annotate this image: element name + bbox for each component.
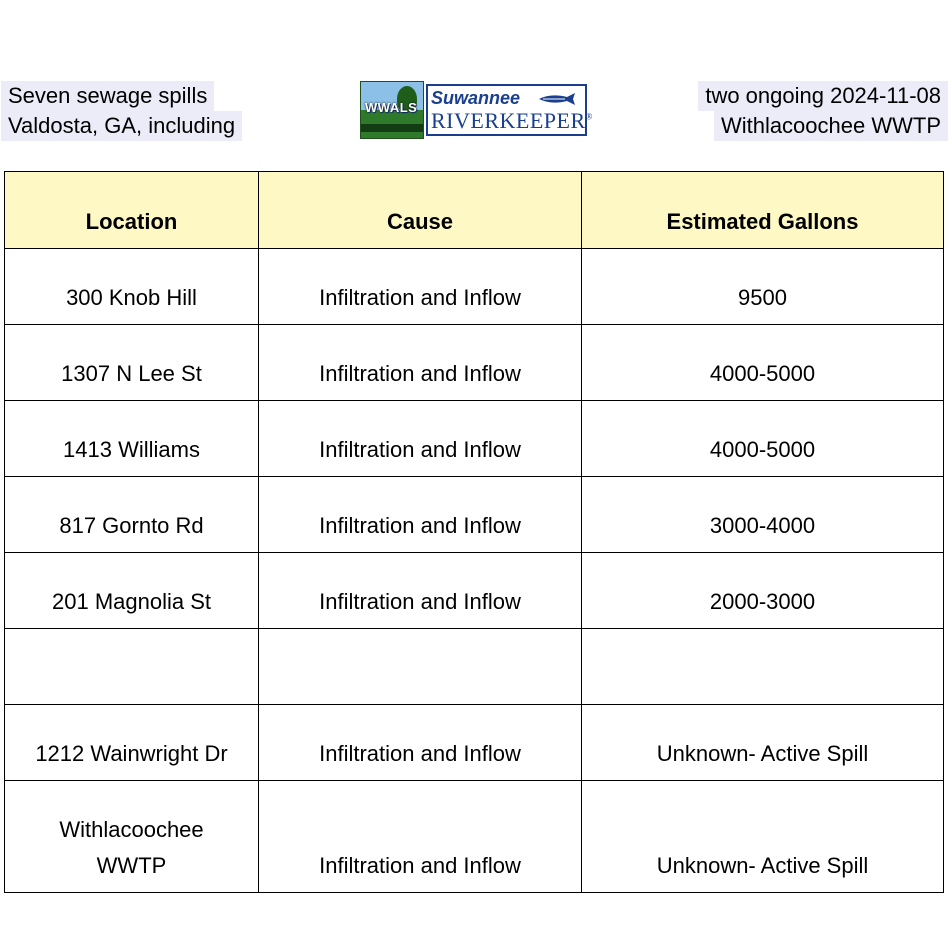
location-line2: WWTP bbox=[96, 853, 167, 878]
cause-cell: Infiltration and Inflow bbox=[259, 781, 582, 893]
location-cell: 1307 N Lee St bbox=[5, 325, 259, 401]
location-cell: 201 Magnolia St bbox=[5, 553, 259, 629]
wwals-badge-text: WWALS bbox=[365, 100, 418, 115]
location-cell: 1413 Williams bbox=[5, 401, 259, 477]
cause-cell bbox=[259, 629, 582, 705]
column-header-location: Location bbox=[5, 172, 259, 249]
cause-cell: Infiltration and Inflow bbox=[259, 325, 582, 401]
header-right-caption bbox=[698, 81, 948, 141]
table-row bbox=[5, 401, 944, 477]
header-right-line2: Withlacoochee WWTP bbox=[714, 111, 948, 141]
header-left-caption bbox=[1, 81, 242, 141]
gallons-cell bbox=[582, 629, 944, 705]
gallons-cell: 4000-5000 bbox=[582, 325, 944, 401]
wwals-badge-logo bbox=[360, 81, 424, 139]
cause-cell: Infiltration and Inflow bbox=[259, 477, 582, 553]
location-cell: 300 Knob Hill bbox=[5, 249, 259, 325]
table-header-row bbox=[5, 172, 944, 249]
riverkeeper-wordmark bbox=[426, 84, 593, 136]
logo-line1: Suwannee bbox=[431, 88, 521, 108]
table-row bbox=[5, 781, 944, 893]
location-cell: 817 Gornto Rd bbox=[5, 477, 259, 553]
gallons-cell: Unknown- Active Spill bbox=[582, 781, 944, 893]
suwannee-riverkeeper-logo bbox=[360, 81, 593, 139]
header-right-line1: two ongoing 2024-11-08 bbox=[698, 81, 948, 111]
header-left-line1: Seven sewage spills bbox=[1, 81, 214, 111]
gallons-cell: Unknown- Active Spill bbox=[582, 705, 944, 781]
logo-line2: RIVERKEEPER® bbox=[431, 108, 593, 133]
table-row bbox=[5, 249, 944, 325]
location-cell: 1212 Wainwright Dr bbox=[5, 705, 259, 781]
cause-cell: Infiltration and Inflow bbox=[259, 705, 582, 781]
location-line1: Withlacoochee bbox=[59, 817, 204, 842]
table-row bbox=[5, 553, 944, 629]
location-cell bbox=[5, 781, 259, 893]
cause-cell: Infiltration and Inflow bbox=[259, 249, 582, 325]
column-header-cause: Cause bbox=[259, 172, 582, 249]
gallons-cell: 4000-5000 bbox=[582, 401, 944, 477]
gallons-cell: 2000-3000 bbox=[582, 553, 944, 629]
gallons-cell: 3000-4000 bbox=[582, 477, 944, 553]
cause-cell: Infiltration and Inflow bbox=[259, 401, 582, 477]
header-left-line2: Valdosta, GA, including bbox=[1, 111, 242, 141]
column-header-gallons: Estimated Gallons bbox=[582, 172, 944, 249]
location-cell bbox=[5, 629, 259, 705]
sewage-spills-table bbox=[4, 171, 944, 893]
cause-cell: Infiltration and Inflow bbox=[259, 553, 582, 629]
table-row bbox=[5, 325, 944, 401]
fish-icon bbox=[537, 92, 581, 106]
table-row bbox=[5, 705, 944, 781]
table-row-empty bbox=[5, 629, 944, 705]
gallons-cell: 9500 bbox=[582, 249, 944, 325]
table-row bbox=[5, 477, 944, 553]
